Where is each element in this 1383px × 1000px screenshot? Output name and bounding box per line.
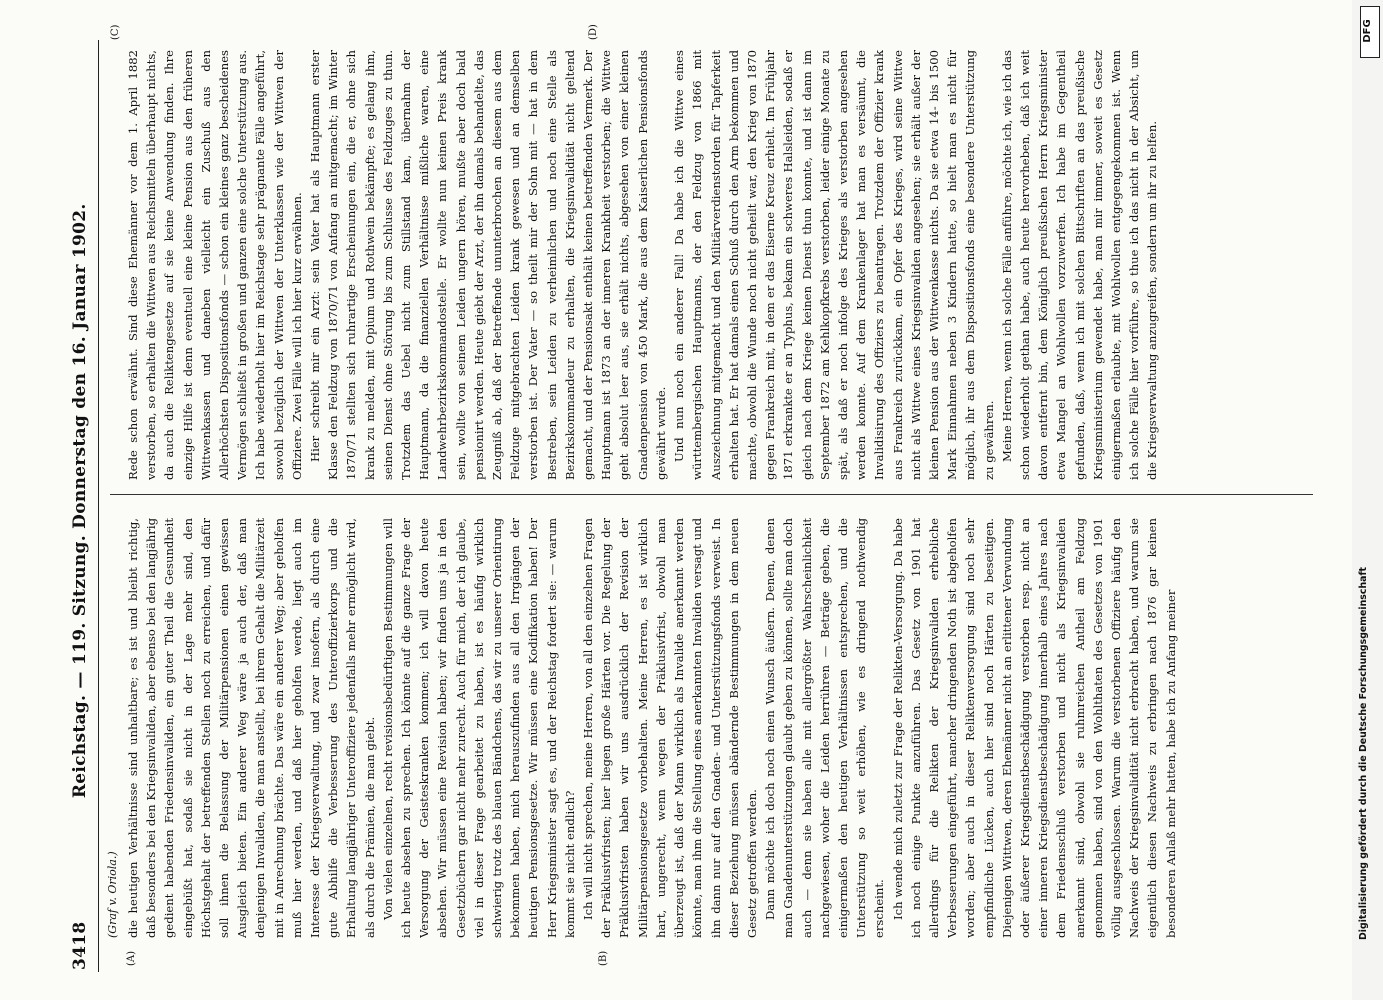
speaker-continuation: (Graf v. Oriola.) <box>106 851 119 938</box>
margin-marker-b: (B) <box>598 950 609 966</box>
dfg-logo <box>1360 6 1380 58</box>
margin-marker-d: (D) <box>588 24 599 40</box>
sponsor-credit: Digitalisierung gefördert durch die Deutsche Forschungsgemeinschaft <box>1358 566 1369 940</box>
paragraph: Meine Herren, wenn ich solche Fälle anführe, möchte ich, wie ich das schon wiederholt gethan habe, auch heute hervorheben, daß ich weit davon entfernt bin, dem Königlich preußischen Herrn Kriegsminister etwa Mangel an Wohlwollen vorzuwerfen. Ich habe im Gegentheil gefunden, daß, wenn ich mit solchen Bittschriften an das preußische Kriegsministerium gewendet habe, man mir immer, soweit es Gesetz einigermaßen erlaubte, mit Wohlwollen entgegengekommen ist. Wenn ich solche Fälle hier vorführe, so thue ich das nicht in der Absicht, um die Kriegsverwaltung anzugreifen, sondern um ihr zu helfen. <box>999 50 1160 480</box>
paragraph: Rede schon erwähnt. Sind diese Ehemänner vor dem 1. April 1882 verstorben, so erhalten die Wittwen aus Reichsmitteln überhaupt nichts, da auch die Reliktengesetze auf sie keine Anwendung finden. Ihre einzige Hilfe ist denn eventuell eine kleine Pension aus den früheren Wittwenkassen und daneben vielleicht ein Zuschuß aus den Allerhöchsten Dispositionsfonds — schon ein kleines ganz bescheidenes Vermögen schließt in großen und ganzen eine solche Unterstützung aus. Ich habe wiederholt hier im Reichstage sehr prägnante Fälle angeführt, sowohl bezüglich der Wittwen der Unterklassen wie der Wittwen der Offiziere. Zwei Fälle will ich hier kurz erwähnen. <box>126 50 304 480</box>
text-column-left <box>124 518 1313 938</box>
page-header <box>70 40 98 970</box>
paragraph: die heutigen Verhältnisse sind unhaltbare; es ist und bleibt richtig, daß besonders bei den Kriegsinvaliden, aber ebenso bei den langjährig gedient habenden Friedensinvaliden, ein guter Theil die Gesundheit eingebüßt hat, sodaß sie nicht in der Lage mehr sind, den Höchstgehalt der betreffenden Stellen noch zu erreichen, und dafür soll ihnen die Belassung der Militärpensionen einen gewissen Ausgleich bieten. Ein anderer Weg wäre ja auch der, daß man denjenigen Invaliden, die man anstellt, bei ihrem Gehalt die Militärzeit mit in Anrechnung brächte. Das wäre ein anderer Weg; aber geholfen muß hier werden, und daß hier geholfen werde, liegt auch im Interesse der Kriegsverwaltung, und zwar insofern, als durch eine gute Abhilfe die Verbesserung des Unteroffizierkorps und die Erhaltung langjähriger Unteroffiziere jedenfalls mehr ermöglicht wird, als durch die Prämien, die man giebt. <box>126 518 377 938</box>
text-column-right <box>124 50 1313 480</box>
paragraph: Ich wende mich zuletzt zur Frage der Relikten-Versorgung. Da habe ich noch einige Punkte anzuführen. Das Gesetz von 1901 hat allerdings für die Relikten der Kriegsinvaliden erhebliche Verbesserungen eingeführt, mancher dringenden Noth ist abgeholfen worden; aber auch in dieser Reliktenversorgung sind noch sehr empfindliche Lücken, auch hier sind noch Härten zu beseitigen. Diejenigen Wittwen, deren Ehemänner nicht an erlittener Verwundung oder äußerer Kriegsdienstbeschädigung verstorben resp. nicht an einer inneren Kriegsdienstbeschädigung innerhalb eines Jahres nach dem Friedensschluß verstorben und nicht als Kriegsinvaliden anerkannt sind, obwohl sie ruhmreichen Antheil am Feldzug genommen haben, sind von den Wohlthaten des Gesetzes von 1901 völlig ausgeschlossen. Warum die verstorbenen Offiziere häufig den Nachweis der Kriegsinvalidität nicht erbracht haben, und warum sie eigentlich diesen Nachweis zu erbringen nach 1876 gar keinen besonderen Anlaß mehr hatten, habe ich zu Anfang meiner <box>890 518 1178 938</box>
header-rule <box>98 40 99 972</box>
column-divider <box>110 494 1313 495</box>
margin-marker-c: (C) <box>110 24 121 40</box>
page-number: 3418 <box>70 921 90 970</box>
paragraph: Dann möchte ich doch noch einen Wunsch äußern. Denen, denen man Gnadenunterstützungen glaubt geben zu können, sollte man doch auch — denn sie haben alle mit allergrößter Wahrscheinlichkeit nachgewiesen, woher die Leiden herrühren — Beträge geben, die einigermaßen den heutigen Verhältnissen entsprechen, und die Unterstützung so weit erhöhen, wie es dringend nothwendig erscheint. <box>763 518 887 938</box>
paragraph: Und nun noch ein anderer Fall! Da habe ich die Wittwe eines württembergischen Hauptmanns, der den Feldzug von 1866 mit Auszeichnung mitgemacht und den Militärverdienstorden für Tapferkeit erhalten hat. Er hat damals einen Schuß durch den Arm bekommen und machte, obwohl die Wunde noch nicht geheilt war, den Krieg von 1870 gegen Frankreich mit, in dem er das Eiserne Kreuz erhielt. Im Frühjahr 1871 erkrankte er an Typhus, bekam ein schweres Halsleiden, sodaß er gleich nach dem Kriege keinen Dienst thun konnte, und ist dann im September 1872 am Kehlkopfkrebs verstorben, leider einige Monate zu spät, als daß er noch infolge des Krieges als verstorben angesehen werden konnte. Auf dem Krankenlager hat man es versäumt, die Invalidisirung des Offiziers zu beantragen. Trotzdem der Offizier krank aus Frankreich zurückkam, ein Opfer des Krieges, wird seine Wittwe nicht als Wittwe eines Kriegsinvaliden angesehen; sie erhält außer der kleinen Pension aus der Wittwenkasse nichts. Da sie etwa 14- bis 1500 Mark Einnahmen neben 3 Kindern hatte, so hielt man es nicht für möglich, ihr aus dem Dispositionsfonds eine besondere Unterstützung zu gewähren. <box>672 50 996 480</box>
paragraph: Von vielen einzelnen, recht revisionsbedürftigen Bestimmungen will ich heute absehen zu sprechen. Ich könnte auf die ganze Frage der Versorgung der Geisteskranken kommen; ich will davon heute absehen. Wir müssen eine Revision haben; wir finden uns ja in den Gesetzbüchern gar nicht mehr zurecht. Auch für mich, der ich glaube, viel in dieser Frage gearbeitet zu haben, ist es häufig wirklich schwierig trotz des blauen Bändchens, das wir zu unserer Orientirung bekommen haben, mich herauszufinden aus all den Irrgängen der heutigen Pensionsgesetze. Wir müssen eine Kodifikation haben! Der Herr Kriegsminister sagt es, und der Reichstag fordert sie: — warum kommt sie nicht endlich? <box>380 518 577 938</box>
paragraph: Hier schreibt mir ein Arzt: sein Vater hat als Hauptmann erster Klasse den Feldzug von 1870/71 von Anfang an mitgemacht; im Winter 1870/71 stellten sich ruhrartige Erscheinungen ein, die er, ohne sich krank zu melden, mit Opium und Rothwein bekämpfte; es gelang ihm, seinen Dienst ohne Störung bis zum Schlusse des Feldzuges zu thun. Trotzdem das Uebel nicht zum Stillstand kam, übernahm der Hauptmann, da die finanziellen Verhältnisse mißliche waren, eine Landwehrbezirkskommandostelle. Er wollte nun keinen Preis krank sein, wollte von seinem Leiden ungern hören, mußte aber doch bald pensionirt werden. Heute giebt der Arzt, der ihn damals behandelte, das Zeugniß ab, daß der Betreffende ununterbrochen an diesem aus dem Feldzuge mitgebrachten Leiden krank gewesen und an demselben verstorben ist. Der Vater — so theilt mir der Sohn mit — hat in dem Bestreben, sein Leiden zu verheimlichen und noch eine Stelle als Bezirkskommandeur zu erhalten, die Kriegsinvalidität nicht geltend gemacht, und der Pensionsakt enthält keinen betreffenden Vermerk. Der Hauptmann ist 1873 an der inneren Krankheit verstorben; die Wittwe geht absolut leer aus, sie erhält nichts, abgesehen von einer kleinen Gnadenpension von 450 Mark, die aus dem Kaiserlichen Pensionsfonds gewährt wurde. <box>308 50 668 480</box>
margin-marker-a: (A) <box>126 950 137 966</box>
page-title: Reichstag. — 119. Sitzung. Donnerstag den 16. Januar 1902. <box>70 203 90 799</box>
paragraph: Ich will nicht sprechen, meine Herren, von all den einzelnen Fragen der Präklusivfristen; hier liegen große Härten vor. Die Regelung der Präklusivfristen haben wir uns ausdrücklich der Revision der Militärpensionsgesetze vorbehalten. Meine Herren, es ist wirklich hart, ungerecht, wenn wegen der Präklusivfrist, obwohl man überzeugt ist, daß der Mann wirklich als Invalide anerkannt werden könnte, man ihm die Stellung eines anerkannten Invaliden versagt und ihn dann nur auf den Gnaden- und Unterstützungsfonds verweist. In dieser Beziehung müssen abändernde Bestimmungen in dem neuen Gesetz getroffen werden. <box>581 518 759 938</box>
dfg-logo-text: DFG <box>1362 19 1373 43</box>
